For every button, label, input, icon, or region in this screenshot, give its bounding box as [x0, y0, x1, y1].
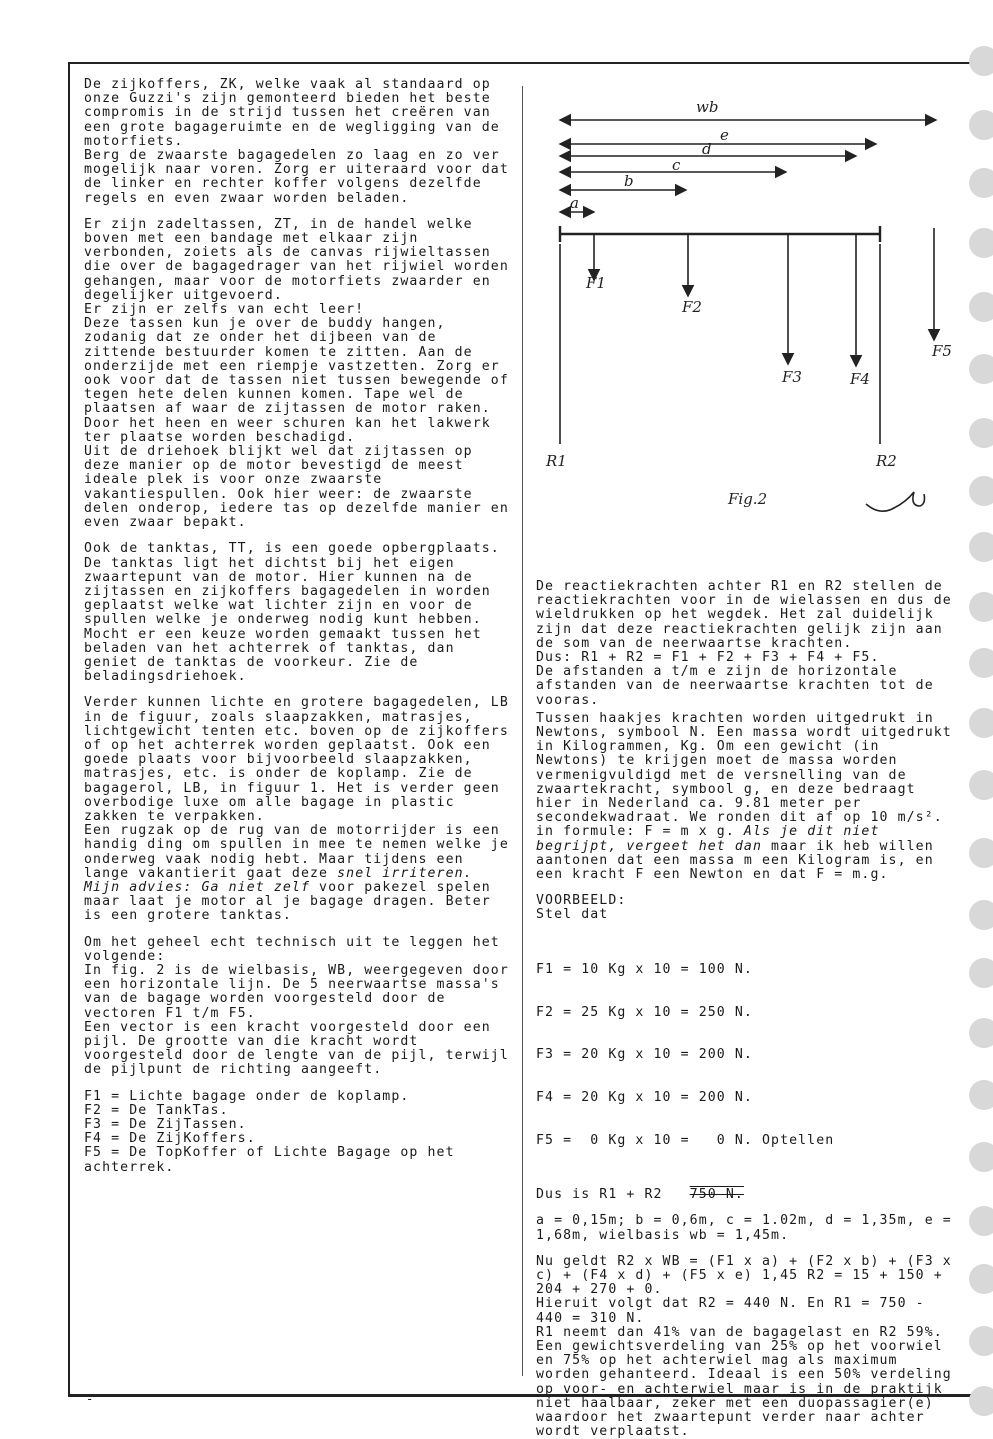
- punch-hole: [969, 648, 993, 678]
- right-column: [536, 580, 960, 1439]
- formula-line: Dus: R1 + R2 = F1 + F2 + F3 + F4 + F5.: [536, 650, 880, 666]
- paragraph: Uit de driehoek blijkt wel dat zijtassen op deze manier op de motor bevestigd de meest ideale plek is voor onze zwaarste vakantiespullen. Ook hier weer: de zwaarste delen onderop, iedere tas op dezelfde manier en even zwaar bepakt.: [84, 444, 509, 531]
- calc-line: F2 = 25 Kg x 10 = 250 N.: [536, 1004, 753, 1020]
- punch-hole: [969, 592, 993, 622]
- calc-line: F4 = 20 Kg x 10 = 200 N.: [536, 1089, 753, 1105]
- label-b: b: [624, 172, 634, 190]
- figure-caption: Fig.2: [728, 490, 768, 508]
- label-f1: F1: [586, 274, 606, 292]
- paragraph: Hieruit volgt dat R2 = 440 N. En R1 = 750 - 440 = 310 N.: [536, 1296, 925, 1326]
- punch-hole: [969, 1206, 993, 1236]
- label-c: c: [672, 156, 681, 174]
- paragraph: Stel dat: [536, 907, 609, 923]
- punch-hole: [969, 1018, 993, 1048]
- calc-line: F5 = 0 Kg x 10 = 0 N. Optellen: [536, 1132, 835, 1148]
- punch-hole: [969, 900, 993, 930]
- label-f3: F3: [782, 368, 802, 386]
- label-r2: R2: [876, 452, 897, 470]
- figure-2: [536, 84, 966, 564]
- punch-hole: [969, 532, 993, 562]
- paragraph: Nu geldt R2 x WB = (F1 x a) + (F2 x b) + (F3 x c) + (F4 x d) + (F5 x e) 1,45 R2 = 15 + 150 + 204 + 270 + 0.: [536, 1253, 952, 1298]
- paragraph: Deze tassen kun je over de buddy hangen, zodanig dat ze onder het dijbeen van de zittende bestuurder komen te zitten. Aan de onderzijde met een riempje vastzetten. Zorg er ook voor dat de tassen niet tussen bewegende of tegen hete delen kunnen komen. Tape wel de plaatsen af waar de zijtassen de motor raken. Door het heen en weer schuren kan het lakwerk ter plaatse worden beschadigd.: [84, 316, 509, 445]
- text: Tussen haakjes krachten worden uitgedrukt in Newtons, symbool N. Een massa wordt uitgedrukt in Kilogrammen, Kg. Om een gewicht (in Newtons) te krijgen moet de massa worden vermenigvuldigd met de versnelling van de zwaartekracht, symbool g, en deze bedraagt hier in Nederland ca. 9.81 meter per secondekwadraat. We ronden dit af op 10 m/s². in formule: F = m x g.: [536, 710, 952, 840]
- calc-line: F1 = 10 Kg x 10 = 100 N.: [536, 962, 753, 978]
- example-heading: VOORBEELD:: [536, 893, 627, 909]
- paragraph: Een gewichtsverdeling van 25% op het voorwiel en 75% op het achterwiel mag als maximum worden gehanteerd. Ideaal is een 50% verdeling op voor- en achterwiel maar is in de praktijk niet haalbaar, zeker met een duopassagier(e) waardoor het zwaartepunt verder naar achter wordt verplaatst.: [536, 1338, 952, 1439]
- punch-hole: [969, 292, 993, 322]
- text: Een rugzak op de rug van de motorrijder is een handig ding om spullen in mee te nemen welke je onderweg vaak nodig hebt. Maar tijdens een lange vakantierit gaat deze: [84, 823, 509, 881]
- text: voor pakezel spelen maar laat je motor al je bagage dragen. Beter is een grotere tanktas.: [84, 879, 491, 924]
- column-divider: [522, 86, 523, 1376]
- sum-value: 750 N.: [689, 1187, 744, 1203]
- list-item: F4 = De ZijKoffers.: [84, 1131, 256, 1147]
- signature: [866, 492, 925, 511]
- force-diagram: [536, 84, 966, 564]
- list-item: F5 = De TopKoffer of Lichte Bagage op het achterrek.: [84, 1145, 455, 1175]
- paragraph: Er zijn er zelfs van echt leer!: [84, 302, 365, 318]
- list-item: F2 = De TankTas.: [84, 1102, 229, 1118]
- punch-hole: [969, 354, 993, 384]
- punch-hole: [969, 1386, 993, 1416]
- label-wb: wb: [696, 98, 719, 116]
- punch-hole: [969, 476, 993, 506]
- calc-list: [536, 935, 960, 1176]
- punch-hole: [969, 958, 993, 988]
- italic-text: Als je dit niet begrijpt, vergeet het dan: [536, 824, 880, 854]
- punch-hole: [969, 228, 993, 258]
- paragraph: De afstanden a t/m e zijn de horizontale afstanden van de neerwaartse krachten tot de vooras.: [536, 664, 934, 708]
- paragraph: Om het geheel echt technisch uit te leggen het volgende:: [84, 934, 500, 964]
- paragraph: [536, 712, 960, 882]
- paragraph: De reactiekrachten achter R1 en R2 stellen de reactiekrachten voor in de wielassen en dus de wieldrukken op het wegdek. Het zal duidelijk zijn dat deze reactiekrachten gelijk zijn aan de som van de neerwaartse krachten.: [536, 579, 952, 651]
- paragraph: Verder kunnen lichte en grotere bagagedelen, LB in de figuur, zoals slaapzakken, matrasjes, lichtgewicht tenten etc. boven op de zijkoffers of op het achterrek worden geplaatst. Ook een goede plaats voor bijvoorbeeld slaapzakken, matrasjes, etc. is onder de koplamp. Zie de bagagerol, LB, in figuur 1. Het is verder geen overbodige luxe om alle bagage in plastic zakken te verpakken.: [84, 695, 509, 824]
- punch-hole: [969, 1326, 993, 1356]
- punch-hole: [969, 770, 993, 800]
- calc-line: F3 = 20 Kg x 10 = 200 N.: [536, 1047, 753, 1063]
- paragraph: In fig. 2 is de wielbasis, WB, weergegeven door een horizontale lijn. De 5 neerwaartse massa's van de bagage worden voorgesteld door de vectoren F1 t/m F5.: [84, 962, 509, 1021]
- force-list: [84, 1090, 514, 1175]
- left-column: [84, 78, 514, 1175]
- label-d: d: [702, 140, 712, 158]
- page-number: -: [86, 1392, 94, 1406]
- text: maar ik heb willen aantonen dat een massa m een Kilogram is, en een kracht F een Newton en dat F = m.g.: [536, 838, 934, 883]
- paragraph: a = 0,15m; b = 0,6m, c = 1.02m, d = 1,35m, e = 1,68m, wielbasis wb = 1,45m.: [536, 1213, 952, 1243]
- label-r1: R1: [546, 452, 567, 470]
- punch-hole: [969, 46, 993, 76]
- text: Dus is R1 + R2: [536, 1187, 663, 1203]
- italic-text: snel irriteren. Mijn advies: Ga niet zelf: [84, 865, 473, 895]
- paragraph: De zijkoffers, ZK, welke vaak al standaard op onze Guzzi's zijn gemonteerd bieden het beste compromis in de strijd tussen het creëren van een grote bagageruimte en de wegligging van de motorfiets.: [84, 77, 500, 149]
- paragraph: Er zijn zadeltassen, ZT, in de handel welke boven met een bandage met elkaar zijn verbonden, zoiets als de canvas rijwieltassen die over de bagagedrager van het rijwiel worden gehangen, maar voor de motorfiets zwaarder en degelijker uitgevoerd.: [84, 216, 509, 303]
- label-e: e: [720, 126, 729, 144]
- punch-hole: [969, 418, 993, 448]
- label-f2: F2: [682, 298, 702, 316]
- sum-line: [536, 1188, 960, 1202]
- label-a: a: [570, 194, 579, 212]
- punch-hole: [969, 1264, 993, 1294]
- punch-hole: [969, 838, 993, 868]
- paragraph: R1 neemt dan 41% van de bagagelast en R2 59%.: [536, 1324, 943, 1340]
- paragraph: Berg de zwaarste bagagedelen zo laag en zo ver mogelijk naar voren. Zorg er uiteraard voor dat de linker en rechter koffer volgens dezelfde regels en even zwaar worden beladen.: [84, 148, 509, 206]
- paragraph: Ook de tanktas, TT, is een goede opbergplaats. De tanktas ligt het dichtst bij het eigen zwaartepunt van de motor. Hier kunnen na de zijtassen en zijkoffers bagagedelen in worden geplaatst welke wat lichter zijn en voor de spullen welke je onderweg nodig kunt hebben. Mocht er een keuze worden gemaakt tussen het beladen van het achterrek of tanktas, dan geniet de tanktas de voorkeur. Zie de beladingsdriehoek.: [84, 541, 500, 685]
- list-item: F1 = Lichte bagage onder de koplamp.: [84, 1088, 410, 1104]
- punch-hole: [969, 168, 993, 198]
- punch-hole: [969, 708, 993, 738]
- punch-hole: [969, 110, 993, 140]
- label-f4: F4: [850, 370, 870, 388]
- paragraph: Een vector is een kracht voorgesteld door een pijl. De grootte van die kracht wordt voorgesteld door de lengte van de pijl, terwijl de pijlpunt de richting aangeeft.: [84, 1019, 509, 1078]
- punch-hole: [969, 1142, 993, 1172]
- paragraph: [84, 824, 514, 923]
- list-item: F3 = De ZijTassen.: [84, 1117, 247, 1133]
- punch-hole: [969, 1080, 993, 1110]
- label-f5: F5: [932, 342, 952, 360]
